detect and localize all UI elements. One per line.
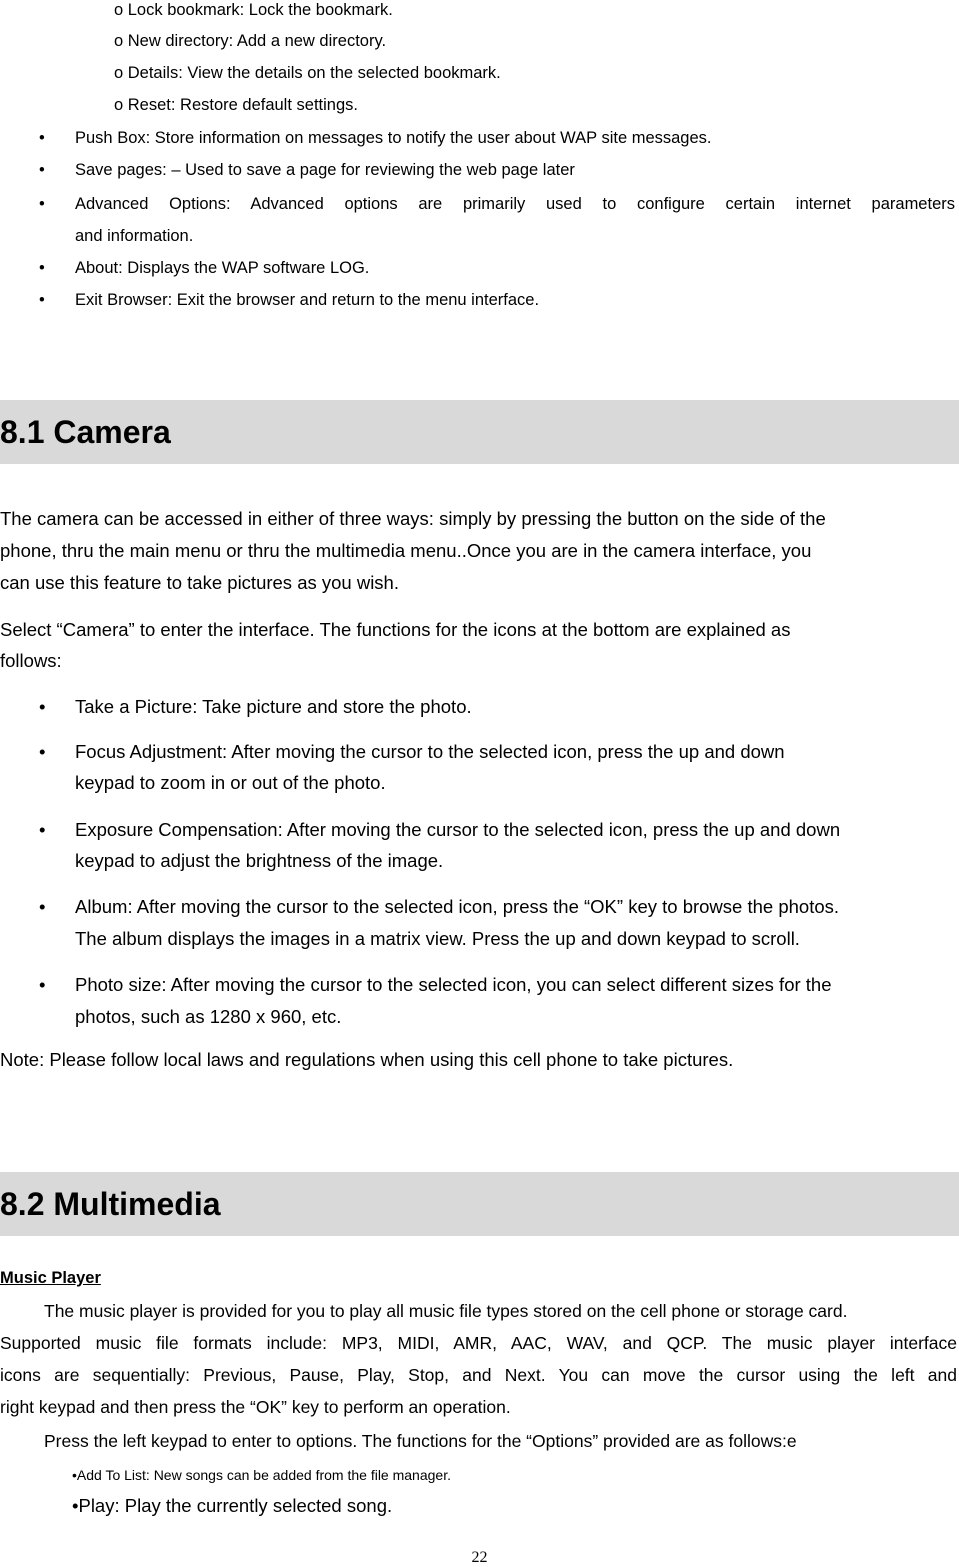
camera-intro-line: phone, thru the main menu or thru the multimedia menu..Once you are in the camera interface, you [0,540,812,561]
section-heading-band [0,400,959,464]
bullet-icon: • [39,291,45,309]
music-para-line: icons are sequentially: Previous, Pause, Play, Stop, and Next. You can move the cursor using the left and [0,1365,957,1385]
sub-item-new-directory: o New directory: Add a new directory. [114,32,387,50]
music-player-title: Music Player [0,1269,101,1287]
camera-select-line: follows: [0,650,62,671]
bullet-icon: • [39,161,45,179]
section-title-camera: 8.1 Camera [0,414,171,450]
section-heading-band [0,1172,959,1236]
bullet-icon: • [39,696,46,717]
bullet-icon: • [39,974,46,995]
bullet-icon: • [39,896,46,917]
bullet-icon: • [39,195,45,213]
sub-item-reset: o Reset: Restore default settings. [114,96,358,114]
list-item: •Add To List: New songs can be added from the file manager. [72,1467,451,1483]
bullet-icon: • [72,1467,77,1483]
bullet-icon: • [72,1495,79,1516]
bullet-icon: • [39,819,46,840]
music-para-line: The music player is provided for you to play all music file types stored on the cell phone or storage card. [44,1301,848,1321]
sub-item-lock-bookmark: o Lock bookmark: Lock the bookmark. [114,1,393,19]
section-title-multimedia: 8.2 Multimedia [0,1186,221,1222]
sub-item-details: o Details: View the details on the selected bookmark. [114,64,501,82]
camera-note: Note: Please follow local laws and regulations when using this cell phone to take pictures. [0,1049,734,1070]
options-intro: Press the left keypad to enter to options. The functions for the “Options” provided are as follows:e [44,1431,797,1451]
music-para-line: Supported music file formats include: MP3, MIDI, AMR, AAC, WAV, and QCP. The music player interface [0,1333,957,1353]
list-item: •Play: Play the currently selected song. [72,1495,393,1516]
page-number: 22 [471,1549,488,1566]
bullet-icon: • [39,259,45,277]
bullet-icon: • [39,741,46,762]
camera-intro-line: The camera can be accessed in either of three ways: simply by pressing the button on the side of the [0,508,826,529]
music-para-line: right keypad and then press the “OK” key to perform an operation. [0,1397,511,1417]
bullet-icon: • [39,129,45,147]
camera-select-line: Select “Camera” to enter the interface. The functions for the icons at the bottom are explained as [0,619,791,640]
camera-intro-line: can use this feature to take pictures as you wish. [0,572,399,593]
